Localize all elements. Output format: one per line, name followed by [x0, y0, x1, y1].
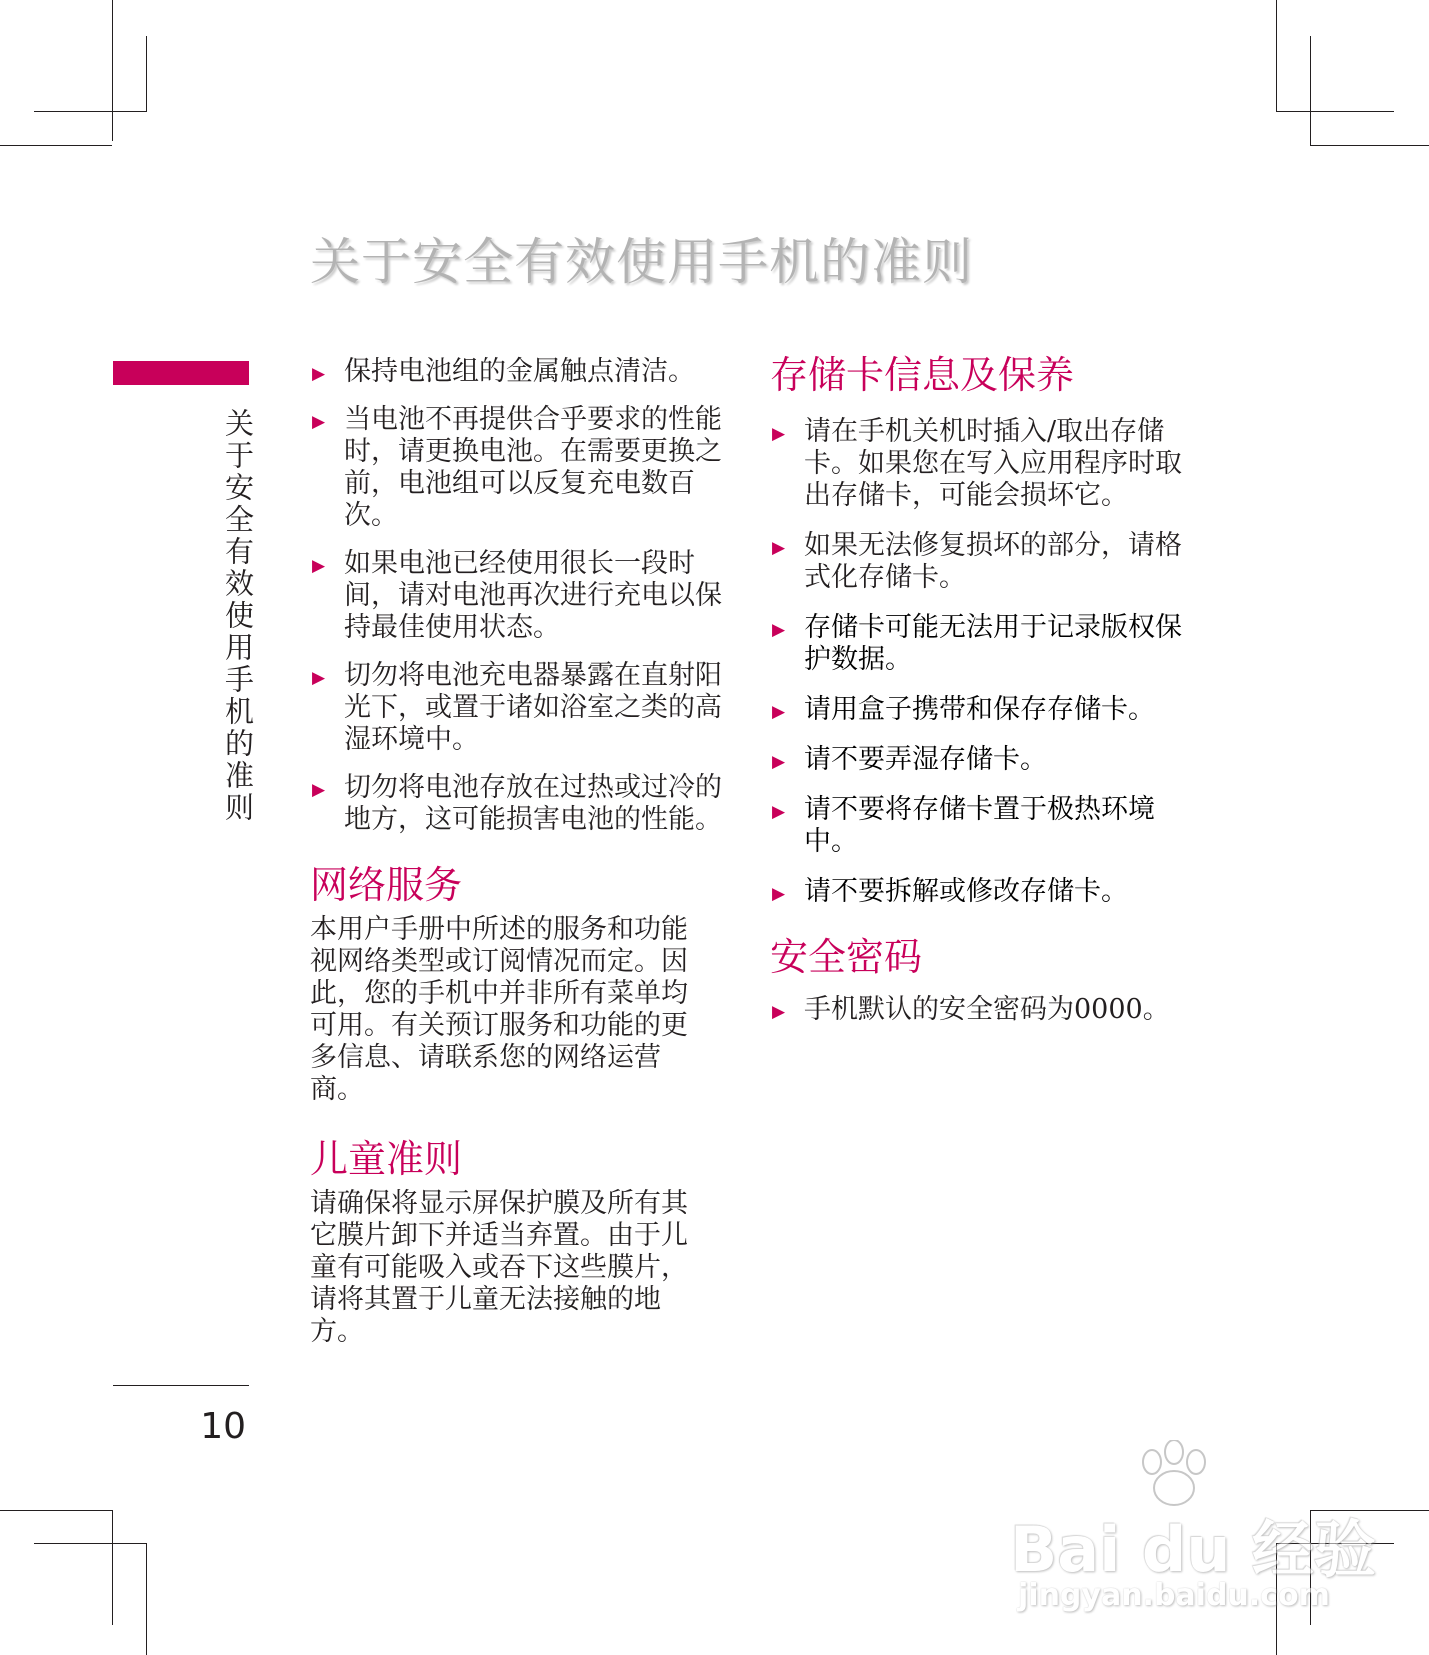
right-column	[770, 353, 1190, 1044]
list-item	[770, 694, 1190, 726]
watermark-logo-text: Bai du 经验	[1010, 1513, 1377, 1586]
list-item-text: 请用盒子携带和保存存储卡。	[804, 694, 1155, 725]
triangle-bullet-icon: ▶	[312, 364, 326, 384]
triangle-bullet-icon: ▶	[772, 620, 786, 640]
baidu-watermark	[1010, 1440, 1377, 1620]
list-item	[770, 794, 1190, 858]
triangle-bullet-icon: ▶	[772, 802, 786, 822]
crop-mark	[0, 1510, 112, 1511]
children-guidelines-heading: 儿童准则	[310, 1137, 463, 1181]
crop-mark	[1310, 36, 1311, 145]
battery-bullet-list	[310, 356, 730, 836]
page-title: 关于安全有效使用手机的准则	[310, 233, 973, 291]
triangle-bullet-icon: ▶	[312, 556, 326, 576]
list-item-text: 请不要弄湿存储卡。	[804, 744, 1047, 775]
children-guidelines-text: 请确保将显示屏保护膜及所有其它膜片卸下并适当弃置。由于儿童有可能吸入或吞下这些膜片，请将其置于儿童无法接触的地方。	[310, 1188, 688, 1347]
list-item	[770, 530, 1190, 594]
crop-mark	[1310, 145, 1429, 146]
list-item-text: 存储卡可能无法用于记录版权保护数据。	[804, 612, 1182, 675]
crop-mark	[112, 0, 113, 141]
triangle-bullet-icon: ▶	[772, 538, 786, 558]
triangle-bullet-icon: ▶	[772, 424, 786, 444]
triangle-bullet-icon: ▶	[772, 702, 786, 722]
list-item	[310, 548, 730, 644]
memory-card-heading: 存储卡信息及保养	[770, 353, 1075, 397]
crop-mark	[1276, 111, 1394, 112]
triangle-bullet-icon: ▶	[312, 780, 326, 800]
crop-mark	[146, 1543, 147, 1655]
crop-mark	[34, 1543, 146, 1544]
list-item-text: 切勿将电池充电器暴露在直射阳光下，或置于诸如浴室之类的高湿环境中。	[344, 660, 722, 755]
list-item-text: 切勿将电池存放在过热或过冷的地方，这可能损害电池的性能。	[344, 772, 722, 835]
triangle-bullet-icon: ▶	[312, 412, 326, 432]
list-item-text: 当电池不再提供合乎要求的性能时，请更换电池。在需要更换之前，电池组可以反复充电数百次。	[344, 404, 722, 531]
section-tab-marker	[113, 361, 249, 385]
list-item-text: 请在手机关机时插入/取出存储卡。如果您在写入应用程序时取出存储卡，可能会损坏它。	[804, 416, 1182, 511]
security-code-heading: 安全密码	[770, 935, 923, 979]
list-item-text: 如果无法修复损坏的部分，请格式化存储卡。	[804, 530, 1182, 593]
footer-divider	[113, 1385, 249, 1386]
list-item-text: 保持电池组的金属触点清洁。	[344, 356, 695, 387]
list-item	[310, 404, 730, 532]
list-item	[310, 356, 730, 388]
list-item	[310, 772, 730, 836]
list-item-text: 如果电池已经使用很长一段时间，请对电池再次进行充电以保持最佳使用状态。	[344, 548, 722, 643]
side-section-title: 关于安全有效使用手机的准则	[221, 408, 255, 824]
network-services-heading: 网络服务	[310, 863, 463, 907]
crop-mark	[1276, 0, 1277, 112]
list-item	[770, 612, 1190, 676]
page-number: 10	[200, 1406, 246, 1447]
list-item-text: 请不要将存储卡置于极热环境中。	[804, 794, 1155, 857]
triangle-bullet-icon: ▶	[772, 884, 786, 904]
triangle-bullet-icon: ▶	[312, 668, 326, 688]
list-item-text: 手机默认的安全密码为0000。	[804, 994, 1170, 1025]
crop-mark	[146, 36, 147, 112]
triangle-bullet-icon: ▶	[772, 1002, 786, 1022]
list-item	[770, 994, 1190, 1026]
watermark-url-text: jingyan.baidu.com	[1018, 1578, 1330, 1613]
triangle-bullet-icon: ▶	[772, 752, 786, 772]
crop-mark	[112, 1510, 113, 1625]
left-column	[310, 356, 730, 1348]
security-code-bullet-list	[770, 994, 1190, 1026]
list-item	[770, 744, 1190, 776]
list-item	[770, 416, 1190, 512]
list-item	[770, 876, 1190, 908]
list-item	[310, 660, 730, 756]
crop-mark	[0, 145, 112, 146]
list-item-text: 请不要拆解或修改存储卡。	[804, 876, 1128, 907]
network-services-text: 本用户手册中所述的服务和功能视网络类型或订阅情况而定。因此，您的手机中并非所有菜单均可用。有关预订服务和功能的更多信息、请联系您的网络运营商。	[310, 914, 688, 1105]
memory-card-bullet-list	[770, 416, 1190, 908]
crop-mark	[34, 111, 146, 112]
